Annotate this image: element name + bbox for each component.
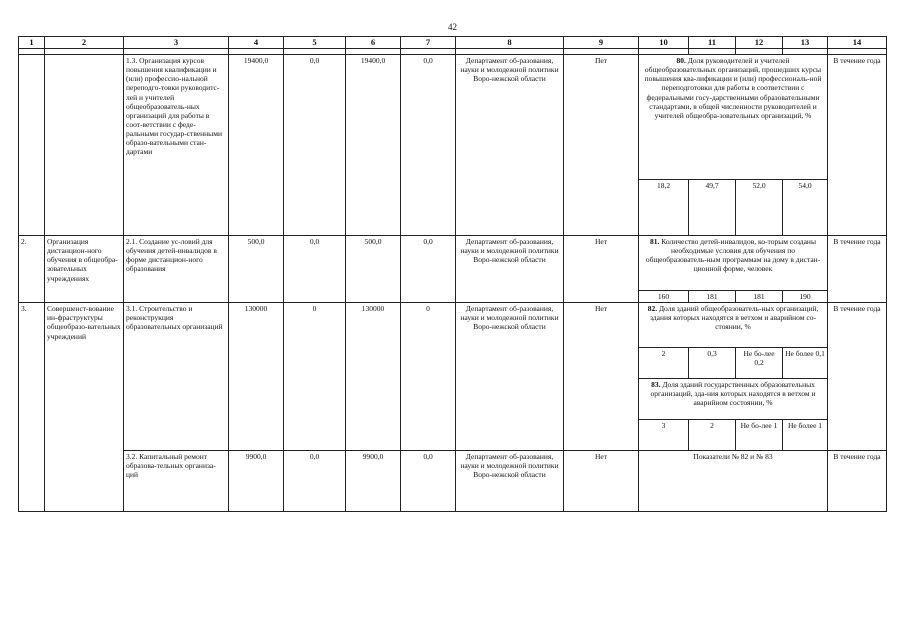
- table-row: [19, 236, 887, 291]
- term: В течение года: [828, 303, 887, 451]
- measure-text: Капитальный ремонт образова-тельных организа-ций: [126, 452, 216, 480]
- funding-total: 500,0: [229, 236, 284, 303]
- funding-regional: 130000: [346, 303, 401, 451]
- indicator-value: 160: [639, 291, 689, 303]
- executor: Департамент об-разования, науки и молодежной политики Воро-нежской области: [456, 451, 564, 512]
- measure-text: Создание ус-ловий для обучения детей-инвалидов в форме дистанцион-ного образования: [126, 237, 217, 274]
- col-header: 12: [736, 37, 783, 49]
- indicator-cell: [639, 379, 828, 420]
- col-header: 9: [564, 37, 639, 49]
- indicator-number: 80.: [676, 56, 686, 65]
- funding-other: 0,0: [401, 236, 456, 303]
- indicator-value: 190: [783, 291, 828, 303]
- executor: Департамент об-разования, науки и молодежной политики Воро-нежской области: [456, 55, 564, 236]
- col-header: 5: [284, 37, 346, 49]
- measure-cell: [124, 451, 229, 512]
- funding-regional: 19400,0: [346, 55, 401, 236]
- indicator-value: 54,0: [783, 180, 828, 236]
- funding-other: 0,0: [401, 55, 456, 236]
- indicator-cell: [639, 55, 828, 180]
- indicator-value: 3: [639, 420, 689, 451]
- indicator-value: 181: [736, 291, 783, 303]
- funding-total: 130000: [229, 303, 284, 451]
- row-number: 2.: [19, 236, 45, 303]
- task-name: Совершенст-вование ин-фраструктуры общеобразо-вательных учреждений: [45, 303, 124, 512]
- col-header: 2: [45, 37, 124, 49]
- col-header: 13: [783, 37, 828, 49]
- col-header: 14: [828, 37, 887, 49]
- column-9-value: Нет: [564, 236, 639, 303]
- funding-total: 9900,0: [229, 451, 284, 512]
- funding-other: 0: [401, 303, 456, 451]
- indicator-value: Не бо-лее 0,2: [736, 348, 783, 379]
- indicator-value: 2: [639, 348, 689, 379]
- funding-regional: 9900,0: [346, 451, 401, 512]
- indicator-text: Количество детей-инвалидов, ко-торым созданы необходимые условия для обучения по общеобразователь-ным программам на дому в дистан-ционной форме, человек: [645, 237, 821, 274]
- term: В течение года: [828, 451, 887, 512]
- header-row: [19, 37, 887, 49]
- term: В течение года: [828, 55, 887, 236]
- indicator-value: Не более 1: [783, 420, 828, 451]
- funding-federal: 0,0: [284, 236, 346, 303]
- funding-federal: 0,0: [284, 451, 346, 512]
- indicator-text: Доля зданий общеобразователь-ных организаций, здания которых находятся в ветхом и аварийном со-стоянии, %: [649, 304, 819, 332]
- indicator-value: Не более 0,1: [783, 348, 828, 379]
- table-row: [19, 55, 887, 180]
- column-9-value: Пет: [564, 55, 639, 236]
- funding-regional: 500,0: [346, 236, 401, 303]
- measure-cell: [124, 303, 229, 451]
- col-header: 11: [689, 37, 736, 49]
- executor: Департамент об-разования, науки и молодежной политики Воро-нежской области: [456, 303, 564, 451]
- col-header: 8: [456, 37, 564, 49]
- row-number: 3.: [19, 303, 45, 512]
- indicator-number: 82.: [647, 304, 658, 314]
- funding-total: 19400,0: [229, 55, 284, 236]
- column-9-value: Нет: [564, 303, 639, 451]
- measure-cell: [124, 55, 229, 236]
- row-number: [19, 55, 45, 236]
- executor: Департамент об-разования, науки и молодежной политики Воро-нежской области: [456, 236, 564, 303]
- program-table: [18, 36, 887, 512]
- indicator-cell: [639, 303, 828, 348]
- col-header: 3: [124, 37, 229, 49]
- indicator-text: Доля руководителей и учителей общеобразовательных организаций, прошедших курсы повышения ква-лификации и (или) профессиональ-ной переподготовки для работы в соответствии с федеральными госу-дарственными образовательными стандартами, в общей численности руководителей и учителей общеобра-зовательных организаций, %: [644, 56, 822, 120]
- column-9-value: Нет: [564, 451, 639, 512]
- indicator-value: 49,7: [689, 180, 736, 236]
- indicator-value: 18,2: [639, 180, 689, 236]
- col-header: 1: [19, 37, 45, 49]
- funding-federal: 0,0: [284, 55, 346, 236]
- table-row: [19, 451, 887, 512]
- col-header: 10: [639, 37, 689, 49]
- measure-text: Строительство и реконструкция образовательных организаций: [126, 304, 223, 332]
- indicator-value: Не бо-лее 1: [736, 420, 783, 451]
- measure-number: 3.1.: [126, 304, 138, 314]
- measure-text: Организация курсов повышения квалификации и (или) профессио-нальной переподго-товки руководитс-лей и учителей общеобразователь-ных организаций для работы в соот-ветствии с феде-ральными государ-ственными образо-вательными стан-дартами: [126, 56, 222, 157]
- indicator-value: 2: [689, 420, 736, 451]
- indicator-value: 181: [689, 291, 736, 303]
- measure-cell: [124, 236, 229, 303]
- term: В течение года: [828, 236, 887, 303]
- col-header: 4: [229, 37, 284, 49]
- col-header: 7: [401, 37, 456, 49]
- indicator-reference: Показатели № 82 и № 83: [639, 451, 828, 512]
- measure-number: 1.3.: [126, 56, 138, 65]
- task-name: Организация дистанцион-ного обучения в общеобра-зовательных учреждениях: [45, 236, 124, 303]
- measure-number: 3.2.: [126, 452, 138, 462]
- indicator-value: 52,0: [736, 180, 783, 236]
- funding-other: 0,0: [401, 451, 456, 512]
- indicator-text: Доля зданий государственных образовательных организаций, зда-ния которых находятся в ветхом и аварийном состоянии, %: [650, 380, 816, 408]
- col-header: 6: [346, 37, 401, 49]
- indicator-number: 83.: [651, 380, 661, 390]
- indicator-number: 81.: [650, 237, 660, 246]
- funding-federal: 0: [284, 303, 346, 451]
- measure-number: 2.1.: [126, 237, 138, 246]
- indicator-value: 0,3: [689, 348, 736, 379]
- indicator-cell: [639, 236, 828, 291]
- table-row: [19, 303, 887, 348]
- task-name: [45, 55, 124, 236]
- page-number: 42: [448, 22, 457, 32]
